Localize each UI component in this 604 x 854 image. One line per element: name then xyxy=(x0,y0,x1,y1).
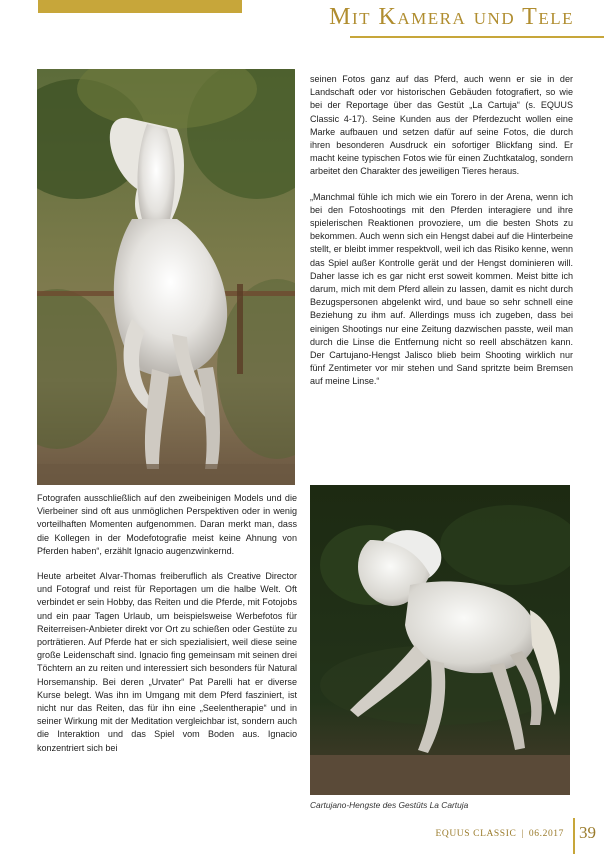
paragraph: Fotografen ausschließlich auf den zweibeinigen Models und die Vierbeiner sind oft aus unmöglichen Perspektiven oder in wenig vorteilhaften Momenten aufgenommen. Daran merkt man, dass die Kollegen in der Modefotografie meist keine Ahnung von Pferden haben“, erzählt Ignacio augenzwinkernd. xyxy=(37,493,297,556)
footer-divider xyxy=(573,818,575,854)
horse-photo-image xyxy=(310,485,570,795)
horse-photo-image xyxy=(37,69,295,485)
section-title: Mit Kamera und Tele xyxy=(329,4,574,30)
paragraph: Heute arbeitet Alvar-Thomas freiberuflich als Creative Director und Fotograf und reist für Reportagen um die halbe Welt. Oft verbindet er sein Hobby, das Reiten und die Pferde, mit Fotojobs und ein paar Tagen Urlaub, um beispielsweise Werbefotos für Reiterreisen-Anbieter direkt vor Ort zu schießen oder Gestüte zu porträtieren. Auf Pferde hat er sich spezialisiert, weil diese seine große Leidenschaft sind. Ignacio fing gemeinsam mit seinen drei Töchtern an zu reiten und interessiert sich besonders für Natural Horsemanship. Bei deren „Urvater“ Pat Parelli hat er diverse Kurse belegt. Was ihn im Umgang mit dem Pferd fasziniert, ist nicht nur das Reiten, das für ihn eine „Seelentherapie“ und in seiner Wirkung mit der Meditation vergleichbar ist, sondern auch die Interaktion und das Spiel vom Boden aus. Ignacio konzentriert sich bei xyxy=(37,571,297,753)
magazine-name: EQUUS CLASSIC xyxy=(435,829,517,839)
header-accent-bar xyxy=(38,0,242,13)
paragraph: seinen Fotos ganz auf das Pferd, auch wenn er sie in der Landschaft oder vor historischen Gebäuden fotografiert, so wie bei der Reportage über das Gestüt „La Cartuja“ (s. EQUUS Classic 4-17). Seine Kunden aus der Pferdezucht wollen eine Marke aufbauen und setzen dafür auf seine Fotos, die durch ihren besonderen Ausdruck ein sofortiger Blickfang sind. Er macht keine typischen Fotos wie für einen Zuchtkatalog, sondern arbeitet den Charakter des jeweiligen Tieres heraus. xyxy=(310,74,573,177)
header-rule xyxy=(350,36,604,38)
page-number: 39 xyxy=(579,823,596,842)
issue-date: 06.2017 xyxy=(528,829,564,839)
footer-separator: | xyxy=(521,829,524,839)
photo-moving-horse xyxy=(310,485,570,795)
footer xyxy=(435,829,564,839)
right-text-column xyxy=(310,73,573,401)
quote-paragraph: „Manchmal fühle ich mich wie ein Torero in der Arena, wenn ich bei den Fotoshootings mit den Pferden interagiere und ihre spielerischen Reaktionen provoziere, um die besten Shots zu bekommen. Auch wenn sich ein Hengst dabei auf die Hinterbeine stellt, er bleibt immer respektvoll, weil ich das Risiko kenne, wenn das Spiel außer Kontrolle gerät und der Hengst dominieren will. Daher lasse ich es gar nicht erst soweit kommen. Meist bitte ich darum, mich mit dem Pferd allein zu lassen, damit es nicht durch Bezugspersonen abgelenkt wird, und baue so sehr schnell eine Beziehung zu ihm auf. Allerdings muss ich zugeben, dass bei einigen Shootings nur eine Zeitung dazwischen passte, weil man durch die Linse die Entfernung nicht so reell abschätzen kann. Der Cartujano-Hengst Jalisco blieb beim Shooting wirklich nur fünf Zentimeter vor mir stehen und Sand spritzte beim Bremsen auf meine Linse.“ xyxy=(310,191,573,387)
photo-rearing-horse xyxy=(37,69,295,485)
left-text-column xyxy=(37,492,297,767)
photo-caption: Cartujano-Hengste des Gestüts La Cartuja xyxy=(310,800,469,810)
